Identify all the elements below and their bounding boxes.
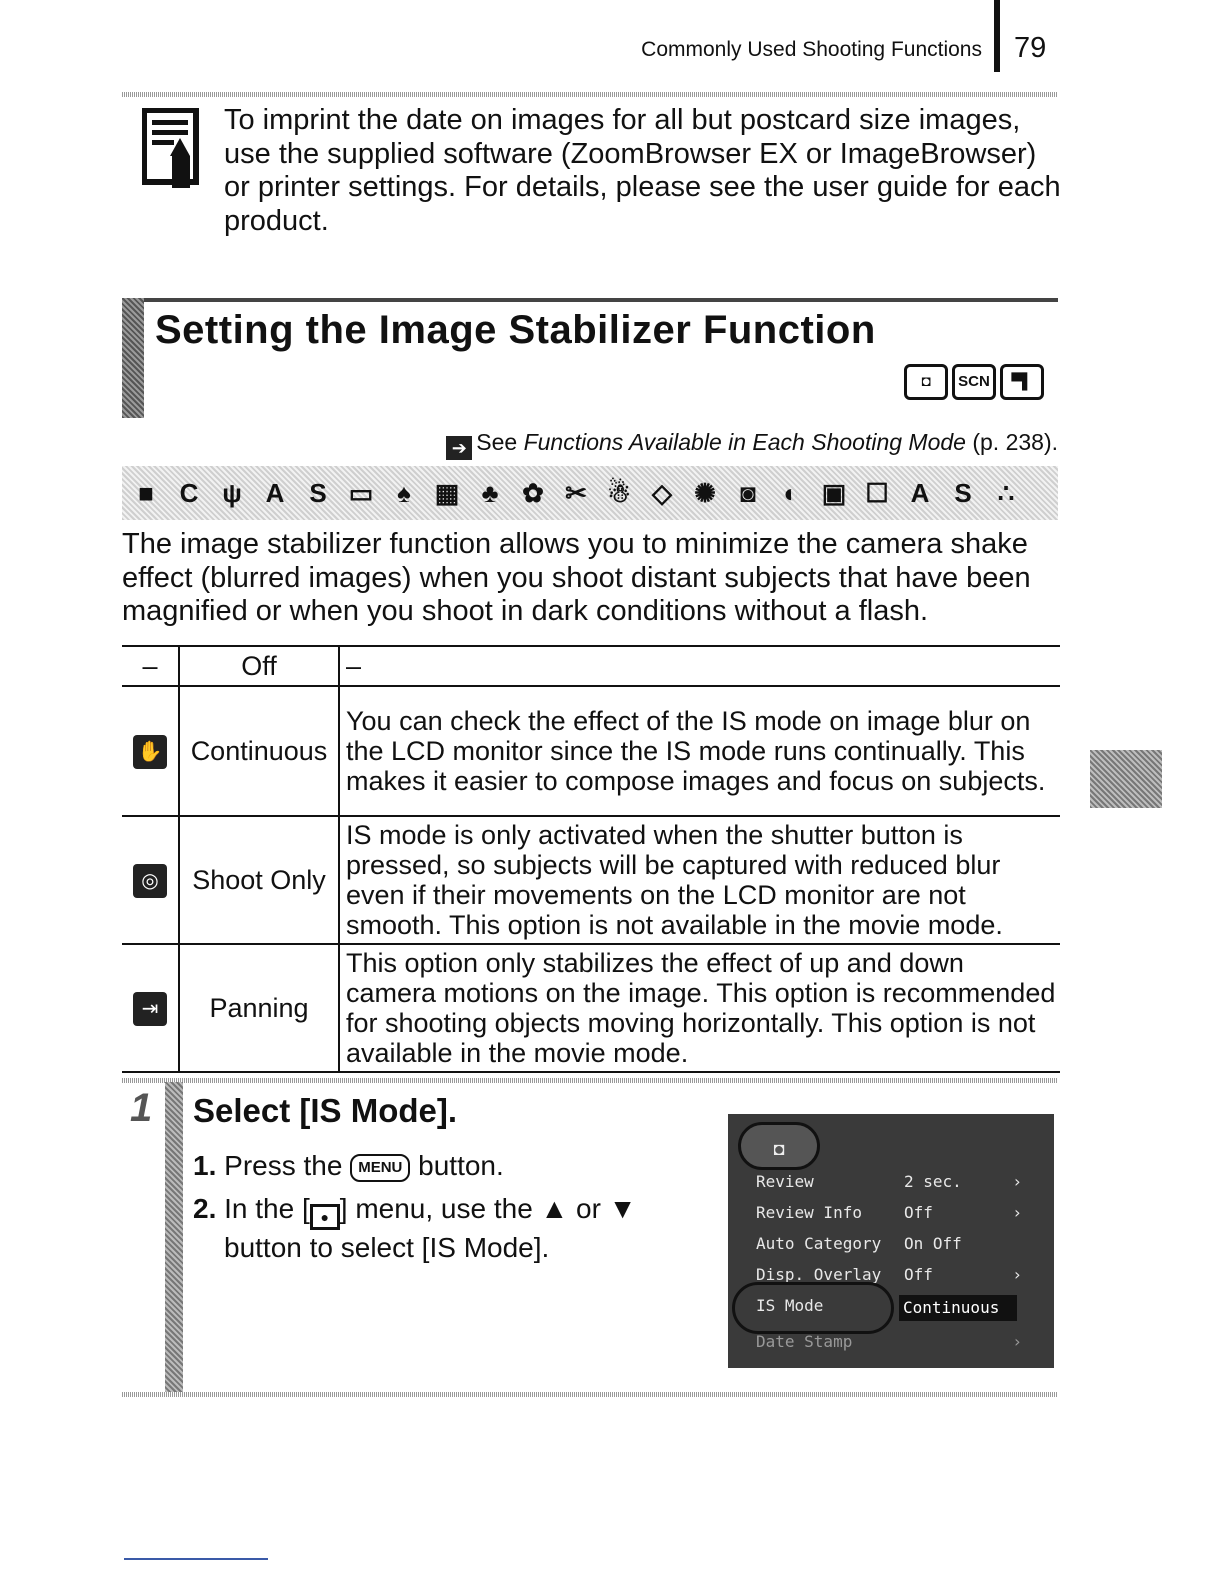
row-desc: – xyxy=(339,646,1060,686)
instruction-text: ] menu, use the ▲ or ▼ xyxy=(339,1193,637,1224)
arrow-right-icon: › xyxy=(1012,1203,1022,1222)
top-rule xyxy=(122,92,1058,97)
running-header: Commonly Used Shooting Functions xyxy=(641,38,982,61)
camera-icon: ◘ xyxy=(904,364,948,400)
body-paragraph: The image stabilizer function allows you to minimize the camera shake effect (blurred images) when you shoot distant subjects that have been magnified or when you shoot in dark conditions without a flash. xyxy=(122,528,1031,627)
row-desc: This option only stabilizes the effect of up and down camera motions on the image. This option is recommended for shooting objects moving horizontally. This option is not available in the movie mode. xyxy=(339,944,1060,1072)
shooting-mode-icon: ✿ xyxy=(522,478,544,508)
shooting-mode-icon: S xyxy=(954,478,972,508)
mode-icons xyxy=(900,364,1044,400)
step-rule-bottom xyxy=(122,1392,1058,1397)
shooting-mode-icon: ☐ xyxy=(865,478,889,508)
shooting-mode-icon: ✂ xyxy=(565,478,587,508)
shooting-mode-icon: C xyxy=(179,478,199,508)
menu-row: Review 2 sec. › xyxy=(756,1172,1022,1191)
shooting-mode-icon: ♣ xyxy=(481,478,499,508)
see-reference xyxy=(412,429,1058,460)
row-desc: IS mode is only activated when the shutter button is pressed, so subjects will be captured with reduced blur even if their movements on the LCD monitor are not smooth. This option is not available in the movie mode. xyxy=(339,816,1060,944)
arrow-right-icon: › xyxy=(1012,1172,1022,1191)
menu-row: Disp. Overlay Off › xyxy=(756,1265,1022,1284)
table-row xyxy=(122,816,1060,944)
is-mode-table xyxy=(122,645,1060,1073)
note-icon xyxy=(142,108,204,190)
note-text: To imprint the date on images for all but postcard size images, use the supplied software (ZoomBrowser EX or ImageBrowser) or printer settings. For details, please see the user guide for each product. xyxy=(224,104,1061,237)
camera-menu-icon: ● xyxy=(310,1204,340,1230)
shooting-mode-icon: ψ xyxy=(222,478,242,508)
step-bar xyxy=(165,1082,183,1394)
page-number: 79 xyxy=(1014,32,1047,64)
shooting-mode-icon: S xyxy=(309,478,327,508)
shooting-mode-icon: ☃ xyxy=(607,478,631,508)
arrow-right-icon: › xyxy=(1012,1265,1022,1284)
menu-row-selected: IS Mode xyxy=(756,1296,824,1315)
instruction-num: 1. xyxy=(193,1150,217,1181)
shoot-only-is-icon: ◎ xyxy=(133,864,167,898)
instruction-text: Press the xyxy=(224,1150,343,1181)
shooting-mode-icon: ■ xyxy=(138,478,154,508)
table-row xyxy=(122,646,1060,686)
menu-button-icon: MENU xyxy=(350,1154,410,1182)
menu-row: Review Info Off › xyxy=(756,1203,1022,1222)
shooting-mode-icon: A xyxy=(910,478,930,508)
row-mode: Shoot Only xyxy=(179,816,339,944)
shooting-mode-icon: ∴ xyxy=(997,478,1015,508)
step-instruction-2 xyxy=(193,1193,636,1230)
instruction-text: In the [ xyxy=(224,1193,310,1224)
step-title: Select [IS Mode]. xyxy=(193,1092,458,1129)
shooting-mode-icon: ◙ xyxy=(740,478,756,508)
section-title: Setting the Image Stabilizer Function xyxy=(155,308,876,352)
row-mode: Continuous xyxy=(179,686,339,816)
camera-tab-icon: ◘ xyxy=(738,1122,820,1170)
table-row xyxy=(122,944,1060,1072)
heading-bar xyxy=(122,298,144,418)
step-rule-top xyxy=(122,1078,1058,1083)
chapter-tab xyxy=(1090,750,1162,808)
shooting-mode-icon: A xyxy=(265,478,285,508)
arrow-icon: ➔ xyxy=(446,436,472,460)
instruction-num: 2. xyxy=(193,1193,217,1224)
instruction-text: button. xyxy=(418,1150,504,1181)
header-divider xyxy=(994,0,1000,72)
scn-icon: SCN xyxy=(952,364,996,400)
shooting-mode-icon: ✺ xyxy=(694,478,716,508)
menu-row: Auto Category On Off xyxy=(756,1234,962,1253)
menu-row: Date Stamp › xyxy=(756,1332,1022,1351)
footer-line xyxy=(124,1558,268,1560)
shooting-mode-icon: ◇ xyxy=(652,478,672,508)
shooting-mode-icon: ◐ xyxy=(783,478,799,508)
shooting-mode-icon: ▦ xyxy=(434,478,460,508)
continuous-is-icon: ✋ xyxy=(133,735,167,769)
panning-is-icon: ⇥ xyxy=(133,992,167,1026)
row-icon: – xyxy=(122,646,179,686)
shooting-mode-strip xyxy=(122,466,1058,520)
row-mode: Panning xyxy=(179,944,339,1072)
heading-rule xyxy=(122,298,1058,302)
selection-highlight xyxy=(732,1282,894,1334)
see-suffix: (p. 238). xyxy=(965,429,1058,455)
shooting-mode-icon: ▣ xyxy=(821,478,847,508)
row-mode: Off xyxy=(179,646,339,686)
shooting-mode-icon: ▭ xyxy=(348,478,374,508)
see-link: Functions Available in Each Shooting Mode xyxy=(523,429,966,455)
step-instruction-2-cont: button to select [IS Mode]. xyxy=(224,1232,550,1263)
movie-icon: ▀▌ xyxy=(1000,364,1044,400)
step-instruction-1 xyxy=(193,1150,504,1182)
see-prefix: See xyxy=(476,429,524,455)
arrow-right-icon: › xyxy=(1012,1332,1022,1351)
row-desc: You can check the effect of the IS mode on image blur on the LCD monitor since the IS mode runs continually. This makes it easier to compose images and focus on subjects. xyxy=(339,686,1060,816)
step-number: 1 xyxy=(130,1086,153,1130)
selected-value: Continuous xyxy=(899,1295,1017,1321)
table-row xyxy=(122,686,1060,816)
shooting-mode-icon: ♠ xyxy=(397,478,411,508)
